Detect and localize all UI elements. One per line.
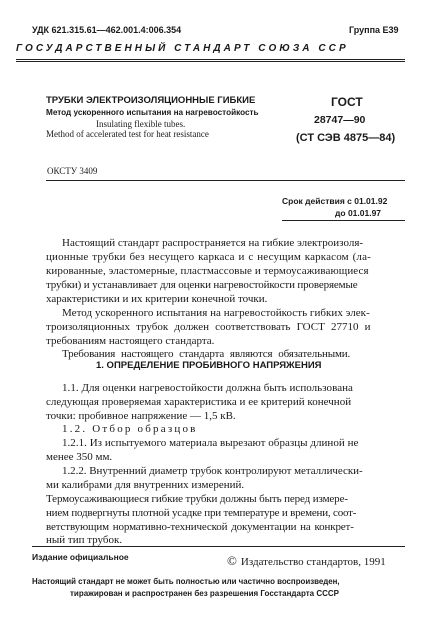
section-1-line: ми калибрами для внутренних измерений. [46, 479, 245, 491]
section-1-line: менее 350 мм. [46, 451, 113, 463]
okstu-code: ОКСТУ 3409 [47, 166, 98, 176]
section-1-line: 1.2.1. Из испытуемого материала вырезают образцы длиной не [62, 437, 359, 449]
validity-rule [282, 220, 405, 221]
section-1-line: 1.1. Для оценки нагревостойкости должна быть использована [62, 382, 353, 394]
intro-line: трубки) и устанавливает для оценки нагревостойкости проверяемые [46, 279, 358, 291]
intro-line: троизоляционных трубок должен соответствовать ГОСТ 27710 и [46, 321, 371, 333]
section-1-line: 1.2. Отбор образцов [62, 423, 198, 435]
sev-reference: (СТ СЭВ 4875—84) [296, 132, 396, 144]
okstu-rule [46, 180, 405, 181]
section-1-line: Термоусаживающиеся гибкие трубки должны быть перед измере- [46, 493, 348, 505]
gost-number: 28747—90 [314, 114, 366, 126]
intro-line: требованиям настоящего стандарта. [46, 335, 215, 347]
copyright [227, 553, 386, 569]
gost-label: ГОСТ [331, 95, 363, 109]
reproduction-notice-line-2: тиражирован и распространен без разрешения Госстандарта СССР [70, 589, 339, 598]
validity-end: до 01.01.97 [335, 208, 382, 218]
english-title-line-2: Method of accelerated test for heat resistance [46, 129, 209, 139]
section-1-line: точки: пробивное напряжение — 1,5 кВ. [46, 410, 236, 422]
banner-rule-top [16, 59, 405, 60]
section-1-line: ветствующим нормативно-технической документации на конкрет- [46, 521, 354, 533]
footer-rule [32, 546, 405, 547]
copyright-text: Издательство стандартов, 1991 [240, 556, 386, 568]
standard-banner: ГОСУДАРСТВЕННЫЙ СТАНДАРТ СОЮЗА ССР [16, 43, 349, 54]
udk-code: УДК 621.315.61—462.001.4:006.354 [32, 25, 182, 35]
intro-line: ционные трубки без несущего каркаса и с несущим каркасом (ла- [46, 251, 371, 263]
intro-line: Требования настоящего стандарта являются обязательными. [62, 348, 351, 360]
section-1-line: нием подвергнуты плотной усадке при температуре и времени, соот- [46, 507, 357, 519]
intro-line: кированные, эластомерные, пластмассовые и термоусаживающиеся [46, 265, 369, 277]
section-1-title: 1. ОПРЕДЕЛЕНИЕ ПРОБИВНОГО НАПРЯЖЕНИЯ [96, 360, 322, 371]
banner-rule-bottom [16, 61, 405, 62]
validity-start: Срок действия с 01.01.92 [282, 196, 388, 206]
section-1-line: следующая проверяемая характеристика и ее критерий конечной [46, 396, 352, 408]
section-1-line: 1.2.2. Внутренний диаметр трубок контролируют металлически- [62, 465, 363, 477]
intro-line: Метод ускоренного испытания на нагревостойкость гибких элек- [62, 307, 370, 319]
intro-line: Настоящий стандарт распространяется на гибкие электроизоля- [62, 237, 364, 249]
intro-line: характеристики и их критерии конечной точки. [46, 293, 268, 305]
english-title-line-1: Insulating flexible tubes. [96, 119, 186, 129]
copyright-icon: © [227, 553, 237, 568]
document-title: ТРУБКИ ЭЛЕКТРОИЗОЛЯЦИОННЫЕ ГИБКИЕ [46, 95, 256, 106]
reproduction-notice-line-1: Настоящий стандарт не может быть полностью или частично воспроизведен, [32, 577, 340, 586]
document-subtitle: Метод ускоренного испытания на нагревостойкость [46, 108, 259, 117]
official-edition-label: Издание официальное [32, 552, 129, 562]
group-code: Группа Е39 [349, 25, 399, 35]
section-1-line: ный тип трубок. [46, 534, 123, 546]
